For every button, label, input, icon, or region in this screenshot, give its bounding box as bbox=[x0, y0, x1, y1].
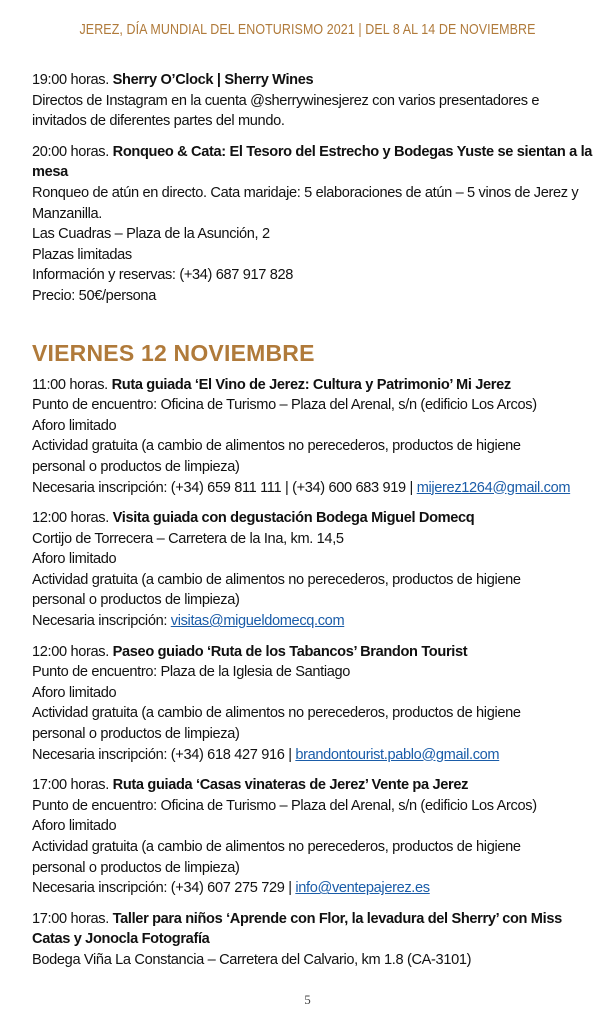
event-time: 12:00 horas. bbox=[32, 643, 113, 660]
event-line: Manzanilla. bbox=[32, 205, 102, 222]
event-line: Información y reservas: (+34) 687 917 828 bbox=[32, 267, 294, 284]
email-link[interactable]: brandontourist.pablo@gmail.com bbox=[295, 746, 500, 763]
event-line: Aforo limitado bbox=[32, 551, 117, 568]
event-time: 17:00 horas. bbox=[32, 910, 113, 927]
event-title-continued: mesa bbox=[32, 164, 68, 181]
event-line: Actividad gratuita (a cambio de alimentos no perecederos, productos de higiene bbox=[32, 839, 521, 855]
event-line: Actividad gratuita (a cambio de alimentos no perecederos, productos de higiene bbox=[32, 705, 521, 722]
event-line: Directos de Instagram en la cuenta @sherrywinesjerez con varios presentadores e bbox=[32, 92, 540, 109]
event-title: Ruta guiada ‘El Vino de Jerez: Cultura y Patrimonio’ Mi Jerez bbox=[111, 376, 511, 393]
email-link[interactable]: mijerez1264@gmail.com bbox=[416, 479, 571, 496]
event-entry bbox=[32, 508, 592, 632]
event-line: Punto de encuentro: Oficina de Turismo – Plaza del Arenal, s/n (edificio Los Arcos) bbox=[32, 797, 537, 814]
event-line: Actividad gratuita (a cambio de alimentos no perecederos, productos de higiene bbox=[32, 438, 521, 455]
event-line: Punto de encuentro: Oficina de Turismo – Plaza del Arenal, s/n (edificio Los Arcos) bbox=[32, 397, 537, 414]
event-entry bbox=[32, 70, 592, 132]
event-line: Cortijo de Torrecera – Carretera de la Ina, km. 14,5 bbox=[32, 530, 344, 547]
signup-text: Necesaria inscripción: (+34) 607 275 729 | bbox=[32, 880, 296, 897]
event-line: Aforo limitado bbox=[32, 417, 117, 434]
page-number: 5 bbox=[304, 992, 311, 1007]
event-title: Ronqueo & Cata: El Tesoro del Estrecho y Bodegas Yuste se sientan a la bbox=[112, 143, 593, 160]
day-heading: VIERNES 12 NOVIEMBRE bbox=[32, 339, 315, 366]
event-line: personal o productos de limpieza) bbox=[32, 592, 240, 609]
event-title: Ruta guiada ‘Casas vinateras de Jerez’ Vente pa Jerez bbox=[112, 777, 469, 794]
event-line: Plazas limitadas bbox=[32, 246, 132, 263]
event-line: Actividad gratuita (a cambio de alimentos no perecederos, productos de higiene bbox=[32, 571, 521, 588]
event-line: Precio: 50€/persona bbox=[32, 287, 156, 304]
event-title: Taller para niños ‘Aprende con Flor, la levadura del Sherry’ con Miss bbox=[112, 910, 562, 927]
event-time: 12:00 horas. bbox=[32, 510, 113, 527]
signup-text: Necesaria inscripción: (+34) 659 811 111 | (+34) 600 683 919 | bbox=[32, 479, 417, 496]
event-line: Las Cuadras – Plaza de la Asunción, 2 bbox=[32, 226, 270, 243]
event-entry bbox=[32, 775, 592, 899]
event-entry bbox=[32, 642, 592, 766]
email-link[interactable]: info@ventepajerez.es bbox=[295, 880, 430, 897]
event-line: Aforo limitado bbox=[32, 684, 117, 701]
event-title: Paseo guiado ‘Ruta de los Tabancos’ Brandon Tourist bbox=[112, 643, 468, 660]
event-title-continued: Catas y Jonocla Fotografía bbox=[32, 931, 210, 948]
event-title: Visita guiada con degustación Bodega Miguel Domecq bbox=[112, 510, 475, 527]
event-line: personal o productos de limpieza) bbox=[32, 458, 240, 475]
event-line: Punto de encuentro: Plaza de la Iglesia de Santiago bbox=[32, 664, 351, 681]
event-time: 19:00 horas. bbox=[32, 72, 113, 88]
event-time: 17:00 horas. bbox=[32, 777, 113, 794]
event-time: 11:00 horas. bbox=[32, 376, 112, 393]
event-line: personal o productos de limpieza) bbox=[32, 859, 240, 876]
event-line: Ronqueo de atún en directo. Cata maridaje: 5 elaboraciones de atún – 5 vinos de Jerez y bbox=[32, 184, 579, 201]
email-link[interactable]: visitas@migueldomecq.com bbox=[170, 613, 345, 630]
page-content bbox=[32, 70, 592, 981]
event-line: Aforo limitado bbox=[32, 818, 117, 835]
event-line: personal o productos de limpieza) bbox=[32, 726, 240, 743]
page-header: JEREZ, DÍA MUNDIAL DEL ENOTURISMO 2021 | DEL 8 AL 14 DE NOVIEMBRE bbox=[79, 22, 536, 38]
event-entry bbox=[32, 909, 592, 971]
event-entry bbox=[32, 142, 592, 307]
event-time: 20:00 horas. bbox=[32, 143, 113, 160]
event-title: Sherry O’Clock | Sherry Wines bbox=[112, 72, 314, 88]
event-line: Bodega Viña La Constancia – Carretera del Calvario, km 1.8 (CA-3101) bbox=[32, 951, 472, 968]
signup-text: Necesaria inscripción: (+34) 618 427 916 | bbox=[32, 746, 296, 763]
event-entry bbox=[32, 375, 592, 499]
signup-text: Necesaria inscripción: bbox=[32, 613, 171, 630]
event-line: invitados de diferentes partes del mundo. bbox=[32, 113, 285, 130]
